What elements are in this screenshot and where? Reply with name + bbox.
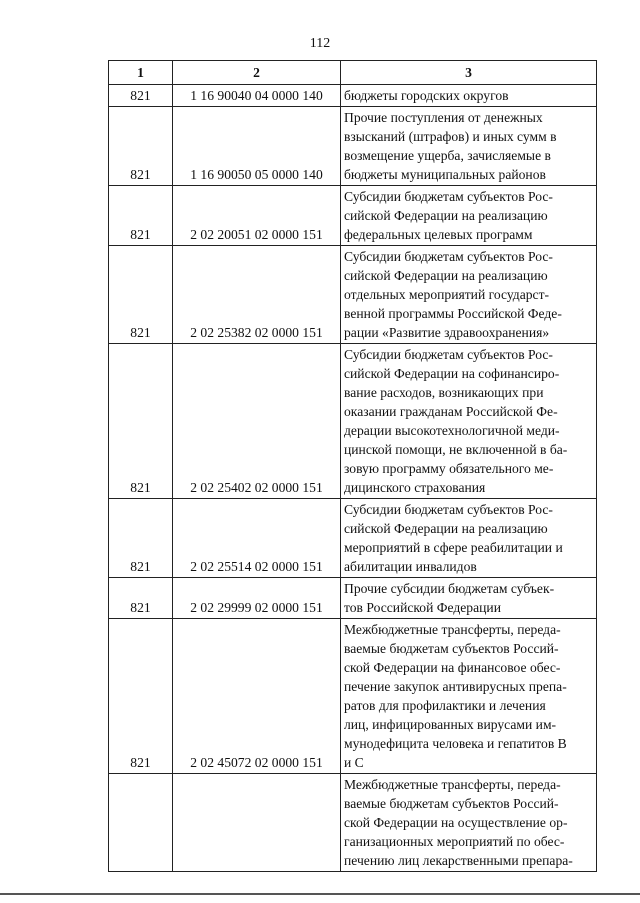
table-row xyxy=(109,107,597,186)
description-line: ваемые бюджетам субъектов Россий- xyxy=(344,796,559,811)
description-line: лиц, инфицированных вирусами им- xyxy=(344,717,557,732)
administrator-code-cell xyxy=(109,774,173,872)
description-line: ваемые бюджетам субъектов Россий- xyxy=(344,641,559,656)
column-header-2: 2 xyxy=(173,61,341,85)
column-header-3: 3 xyxy=(341,61,597,85)
description-line: оказании гражданам Российской Фе- xyxy=(344,404,558,419)
description-line: рации «Развитие здравоохранения» xyxy=(344,325,550,340)
table-row xyxy=(109,344,597,499)
budget-code-cell: 2 02 25514 02 0000 151 xyxy=(173,499,341,578)
budget-code-cell: 1 16 90040 04 0000 140 xyxy=(173,85,341,107)
budget-code-cell: 2 02 45072 02 0000 151 xyxy=(173,619,341,774)
description-line: печению лиц лекарственными препара- xyxy=(344,853,573,868)
administrator-code-cell: 821 xyxy=(109,107,173,186)
administrator-code-cell: 821 xyxy=(109,578,173,619)
administrator-code-cell: 821 xyxy=(109,619,173,774)
revenue-description-cell xyxy=(341,107,597,186)
column-header-1: 1 xyxy=(109,61,173,85)
description-line: сийской Федерации на реализацию xyxy=(344,268,548,283)
revenue-description-cell xyxy=(341,186,597,246)
description-line: сийской Федерации на реализацию xyxy=(344,521,548,536)
budget-code-cell: 2 02 20051 02 0000 151 xyxy=(173,186,341,246)
description-line: ратов для профилактики и лечения xyxy=(344,698,546,713)
administrator-code-cell: 821 xyxy=(109,499,173,578)
description-line: тов Российской Федерации xyxy=(344,600,501,615)
description-line: взысканий (штрафов) и иных сумм в xyxy=(344,129,557,144)
page-number: 112 xyxy=(309,36,331,51)
description-line: мероприятий в сфере реабилитации и xyxy=(344,540,563,555)
description-line: дерации высокотехнологичной меди- xyxy=(344,423,560,438)
description-line: Межбюджетные трансферты, переда- xyxy=(344,777,561,792)
administrator-code-cell: 821 xyxy=(109,344,173,499)
revenue-description-cell xyxy=(341,499,597,578)
revenue-description-cell xyxy=(341,619,597,774)
description-line: печение закупок антивирусных препа- xyxy=(344,679,567,694)
table-row xyxy=(109,499,597,578)
table-body xyxy=(109,85,597,872)
description-line: Субсидии бюджетам субъектов Рос- xyxy=(344,502,553,517)
budget-classification-table xyxy=(108,60,597,872)
description-line: Субсидии бюджетам субъектов Рос- xyxy=(344,347,553,362)
description-line: дицинского страхования xyxy=(344,480,486,495)
table-row xyxy=(109,774,597,872)
revenue-description-cell xyxy=(341,774,597,872)
budget-code-cell: 2 02 29999 02 0000 151 xyxy=(173,578,341,619)
description-line: Прочие поступления от денежных xyxy=(344,110,543,125)
description-line: сийской Федерации на реализацию xyxy=(344,208,548,223)
description-line: федеральных целевых программ xyxy=(344,227,533,242)
budget-code-cell: 2 02 25402 02 0000 151 xyxy=(173,344,341,499)
description-line: Межбюджетные трансферты, переда- xyxy=(344,622,561,637)
description-line: ганизационных мероприятий по обес- xyxy=(344,834,565,849)
page-bottom-rule xyxy=(0,893,640,895)
description-line: абилитации инвалидов xyxy=(344,559,477,574)
description-line: и С xyxy=(344,755,364,770)
budget-code-cell xyxy=(173,774,341,872)
description-line: возмещение ущерба, зачисляемые в xyxy=(344,148,551,163)
description-line: бюджеты муниципальных районов xyxy=(344,167,546,182)
description-line: Субсидии бюджетам субъектов Рос- xyxy=(344,189,553,204)
description-line: сийской Федерации на софинансиро- xyxy=(344,366,560,381)
description-line: венной программы Российской Феде- xyxy=(344,306,562,321)
description-line: отдельных мероприятий государст- xyxy=(344,287,550,302)
table-row xyxy=(109,85,597,107)
table-header-row xyxy=(109,61,597,85)
administrator-code-cell: 821 xyxy=(109,186,173,246)
table-row xyxy=(109,186,597,246)
description-line: цинской помощи, не включенной в ба- xyxy=(344,442,568,457)
description-line: Субсидии бюджетам субъектов Рос- xyxy=(344,249,553,264)
revenue-description-cell xyxy=(341,246,597,344)
revenue-description-cell xyxy=(341,578,597,619)
description-line: бюджеты городских округов xyxy=(344,88,509,103)
description-line: мунодефицита человека и гепатитов В xyxy=(344,736,567,751)
description-line: Прочие субсидии бюджетам субъек- xyxy=(344,581,555,596)
budget-code-cell: 1 16 90050 05 0000 140 xyxy=(173,107,341,186)
description-line: ской Федерации на финансовое обес- xyxy=(344,660,561,675)
budget-code-cell: 2 02 25382 02 0000 151 xyxy=(173,246,341,344)
description-line: зовую программу обязательного ме- xyxy=(344,461,554,476)
description-line: ской Федерации на осуществление ор- xyxy=(344,815,568,830)
table-row xyxy=(109,246,597,344)
description-line: вание расходов, возникающих при xyxy=(344,385,544,400)
administrator-code-cell: 821 xyxy=(109,246,173,344)
revenue-description-cell xyxy=(341,85,597,107)
table-row xyxy=(109,619,597,774)
administrator-code-cell: 821 xyxy=(109,85,173,107)
revenue-description-cell xyxy=(341,344,597,499)
table-row xyxy=(109,578,597,619)
